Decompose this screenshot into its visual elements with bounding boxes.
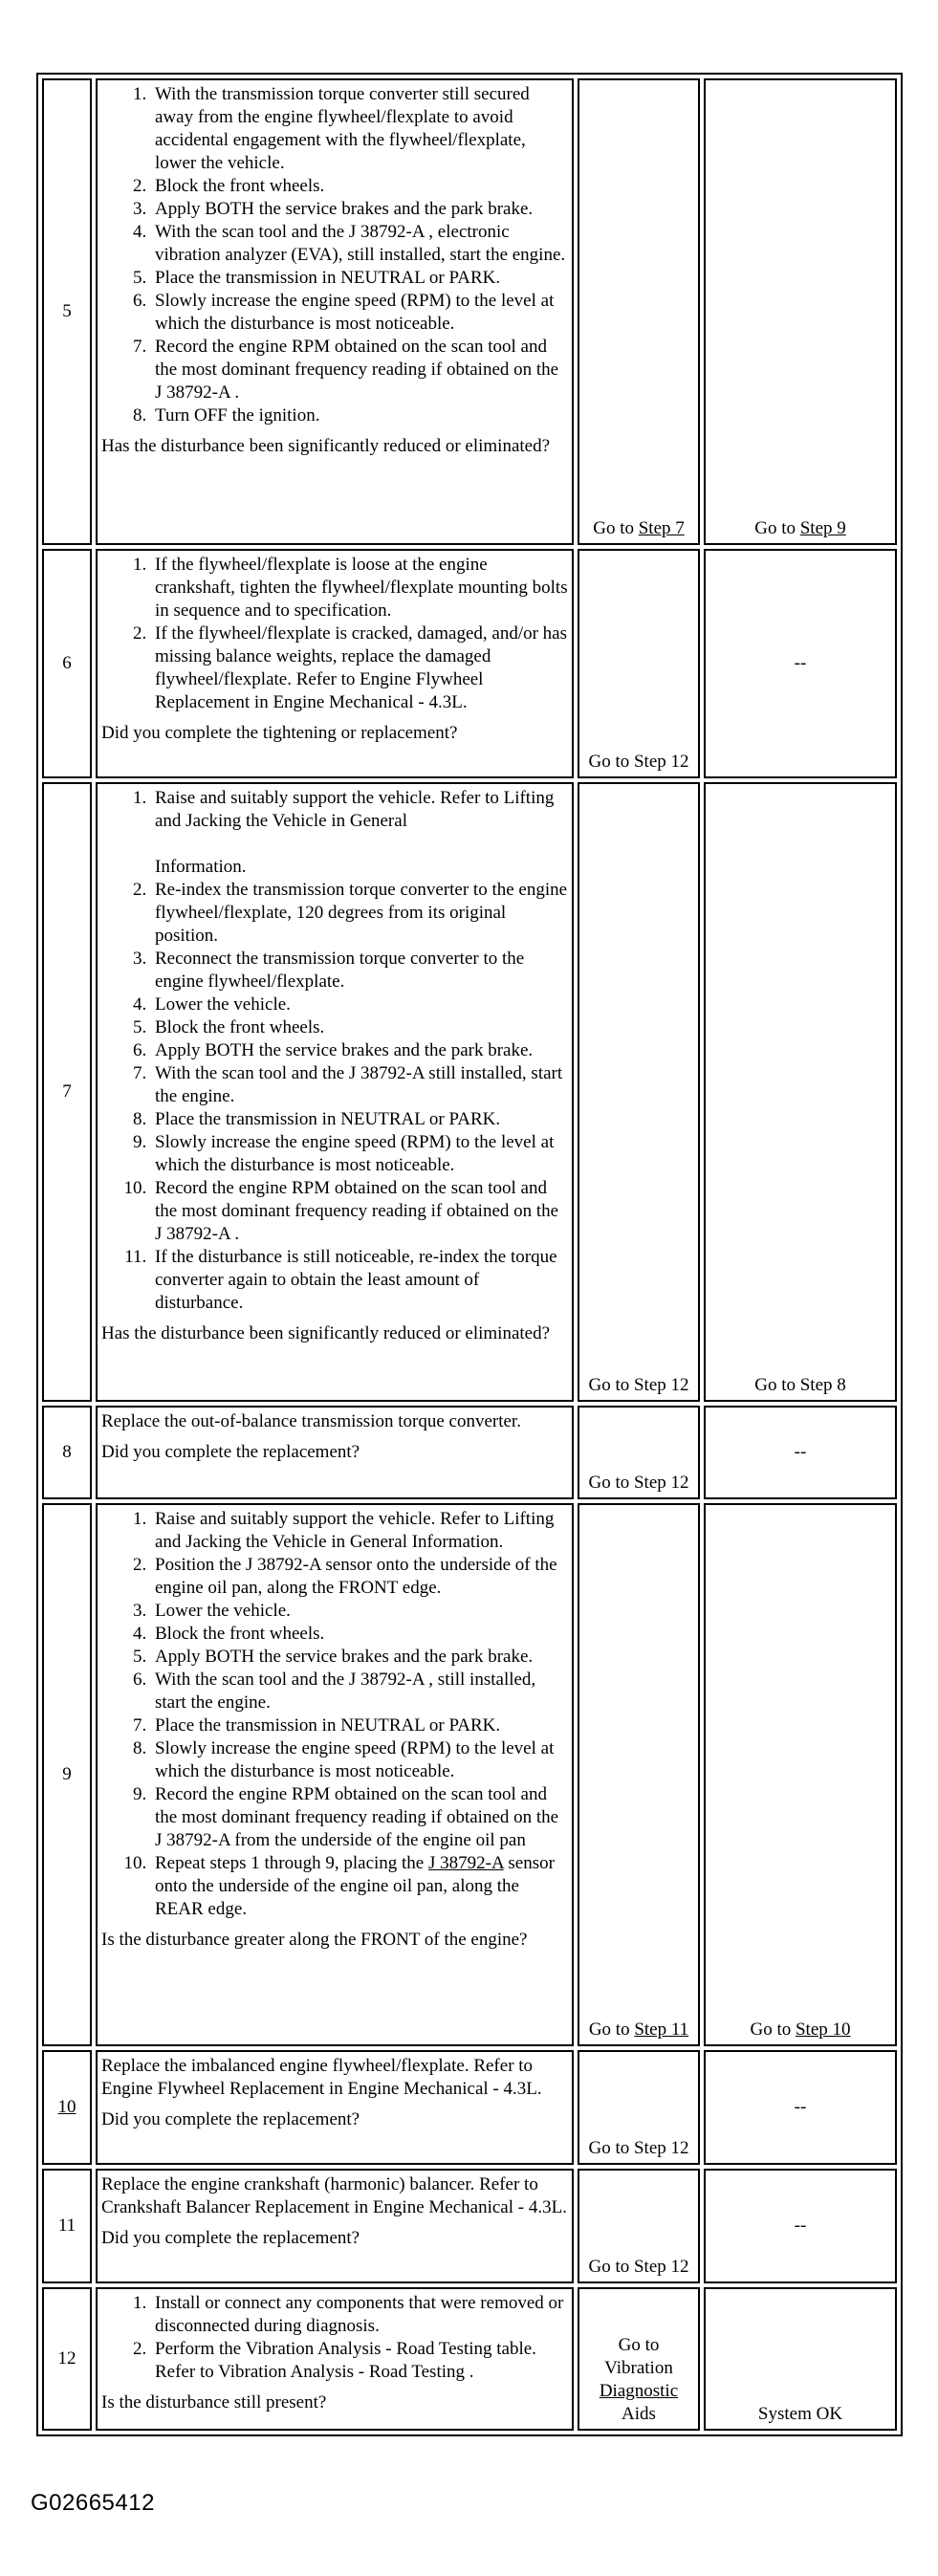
action-cell xyxy=(96,1406,574,1499)
diagnostic-aids-link[interactable]: Diagnostic xyxy=(599,2381,679,2401)
no-prefix: Go to xyxy=(754,518,800,538)
no-cell: -- xyxy=(704,1406,897,1499)
yes-cell xyxy=(578,1503,700,2046)
action-list xyxy=(101,787,568,1315)
list-item: 9. Record the engine RPM obtained on the scan tool and the most dominant frequency reading if obtained on the J 38792-A from the underside of the engine oil pan xyxy=(151,1783,568,1852)
table-row-step-5 xyxy=(42,78,897,545)
action-cell xyxy=(96,782,574,1402)
list-item xyxy=(151,787,568,879)
no-cell xyxy=(704,78,897,545)
question-text: Did you complete the tightening or replacement? xyxy=(101,723,458,743)
list-item-text: Raise and suitably support the vehicle. Refer to Lifting and Jacking the Vehicle in General xyxy=(155,788,555,831)
list-item: 8. Place the transmission in NEUTRAL or PARK. xyxy=(151,1108,568,1131)
table-row-step-7 xyxy=(42,782,897,1402)
table-row-step-10 xyxy=(42,2050,897,2165)
yes-cell xyxy=(578,78,700,545)
action-cell xyxy=(96,549,574,778)
table-row-step-11 xyxy=(42,2169,897,2283)
step-number: 7 xyxy=(42,782,92,1402)
yes-prefix: Go to xyxy=(588,2019,635,2040)
list-item: 8. Slowly increase the engine speed (RPM) to the level at which the disturbance is most noticeable. xyxy=(151,1737,568,1783)
list-item: 4. With the scan tool and the J 38792-A , electronic vibration analyzer (EVA), still installed, start the engine. xyxy=(151,221,568,267)
no-cell xyxy=(704,1503,897,2046)
diagnostic-table-sheet xyxy=(36,73,903,2436)
no-prefix: Go to xyxy=(750,2019,796,2040)
list-item: 8. Turn OFF the ignition. xyxy=(151,404,568,427)
list-item: 2. Perform the Vibration Analysis - Road Testing table. Refer to Vibration Analysis - Road Testing . xyxy=(151,2338,568,2384)
list-item: 10. Record the engine RPM obtained on the scan tool and the most dominant frequency reading if obtained on the J 38792-A . xyxy=(151,1177,568,1246)
no-cell: -- xyxy=(704,2169,897,2283)
list-item: 6. Slowly increase the engine speed (RPM) to the level at which the disturbance is most noticeable. xyxy=(151,290,568,336)
figure-id: G02665412 xyxy=(31,2490,155,2516)
question-text: Did you complete the replacement? xyxy=(101,2109,360,2129)
step-number: 9 xyxy=(42,1503,92,2046)
tool-link[interactable]: J 38792-A xyxy=(428,1853,504,1873)
table-row-step-6 xyxy=(42,549,897,778)
step-link[interactable]: Step 9 xyxy=(799,518,846,538)
action-list xyxy=(101,2292,568,2384)
step-number: 8 xyxy=(42,1406,92,1499)
list-item: 1. Raise and suitably support the vehicle. Refer to Lifting and Jacking the Vehicle in General Information. xyxy=(151,1508,568,1554)
list-item: 7. Place the transmission in NEUTRAL or PARK. xyxy=(151,1714,568,1737)
list-item: 6. With the scan tool and the J 38792-A , still installed, start the engine. xyxy=(151,1669,568,1714)
list-item: 5. Block the front wheels. xyxy=(151,1016,568,1039)
yes-line: Vibration xyxy=(604,2358,673,2378)
yes-cell: Go to Step 12 xyxy=(578,2050,700,2165)
list-item: 5. Place the transmission in NEUTRAL or PARK. xyxy=(151,267,568,290)
list-item: 5. Apply BOTH the service brakes and the park brake. xyxy=(151,1646,568,1669)
list-item xyxy=(151,1852,568,1921)
step-number: 12 xyxy=(42,2287,92,2431)
no-cell: System OK xyxy=(704,2287,897,2431)
step-number[interactable]: 10 xyxy=(42,2050,92,2165)
list-item: 2. Re-index the transmission torque converter to the engine flywheel/flexplate, 120 degrees from its original position. xyxy=(151,879,568,948)
action-text: Replace the out-of-balance transmission torque converter. xyxy=(101,1411,521,1431)
table-row-step-12 xyxy=(42,2287,897,2431)
no-cell: -- xyxy=(704,549,897,778)
yes-cell: Go to Step 12 xyxy=(578,1406,700,1499)
list-item-text-continued: Information. xyxy=(155,857,247,877)
question-text: Has the disturbance been significantly reduced or eliminated? xyxy=(101,1323,551,1343)
question-text: Has the disturbance been significantly reduced or eliminated? xyxy=(101,436,551,456)
diagnostic-table xyxy=(36,73,903,2436)
no-cell: Go to Step 8 xyxy=(704,782,897,1402)
yes-cell: Go to Step 12 xyxy=(578,549,700,778)
list-item: 9. Slowly increase the engine speed (RPM) to the level at which the disturbance is most noticeable. xyxy=(151,1131,568,1177)
table-row-step-9 xyxy=(42,1503,897,2046)
action-cell xyxy=(96,2050,574,2165)
table-row-step-8 xyxy=(42,1406,897,1499)
list-item: 3. Lower the vehicle. xyxy=(151,1600,568,1623)
question-text: Is the disturbance greater along the FRONT of the engine? xyxy=(101,1930,528,1950)
list-item: 2. Position the J 38792-A sensor onto the underside of the engine oil pan, along the FRONT edge. xyxy=(151,1554,568,1600)
step-link[interactable]: Step 7 xyxy=(638,518,685,538)
step-number: 11 xyxy=(42,2169,92,2283)
step-number: 6 xyxy=(42,549,92,778)
step-link[interactable]: Step 10 xyxy=(795,2019,851,2040)
question-text: Did you complete the replacement? xyxy=(101,2228,360,2248)
list-item: 1. If the flywheel/flexplate is loose at the engine crankshaft, tighten the flywheel/flexplate mounting bolts in sequence and to specification. xyxy=(151,554,568,622)
list-item: 3. Apply BOTH the service brakes and the park brake. xyxy=(151,198,568,221)
action-cell xyxy=(96,2169,574,2283)
action-text: Replace the imbalanced engine flywheel/flexplate. Refer to Engine Flywheel Replacement in Engine Mechanical - 4.3L. xyxy=(101,2056,542,2099)
action-text: Replace the engine crankshaft (harmonic) balancer. Refer to Crankshaft Balancer Replacement in Engine Mechanical - 4.3L. xyxy=(101,2174,567,2217)
action-list xyxy=(101,83,568,427)
list-item: 4. Block the front wheels. xyxy=(151,1623,568,1646)
list-item: 6. Apply BOTH the service brakes and the park brake. xyxy=(151,1039,568,1062)
list-item: 4. Lower the vehicle. xyxy=(151,993,568,1016)
yes-cell xyxy=(578,2287,700,2431)
list-item: 7. With the scan tool and the J 38792-A still installed, start the engine. xyxy=(151,1062,568,1108)
list-item: 7. Record the engine RPM obtained on the scan tool and the most dominant frequency reading if obtained on the J 38792-A . xyxy=(151,336,568,404)
no-cell: -- xyxy=(704,2050,897,2165)
question-text: Is the disturbance still present? xyxy=(101,2392,327,2412)
list-item: 2. Block the front wheels. xyxy=(151,175,568,198)
action-list xyxy=(101,554,568,714)
yes-line: Go to xyxy=(618,2335,660,2355)
action-cell xyxy=(96,1503,574,2046)
action-list xyxy=(101,1508,568,1921)
list-item: 3. Reconnect the transmission torque converter to the engine flywheel/flexplate. xyxy=(151,948,568,993)
question-text: Did you complete the replacement? xyxy=(101,1442,360,1462)
list-item: 1. With the transmission torque converter still secured away from the engine flywheel/flexplate to avoid accidental engagement with the flywheel/flexplate, lower the vehicle. xyxy=(151,83,568,175)
list-item: 2. If the flywheel/flexplate is cracked, damaged, and/or has missing balance weights, replace the damaged flywheel/flexplate. Refer to Engine Flywheel Replacement in Engine Mechanical - 4.3L. xyxy=(151,622,568,714)
list-item-text: Repeat steps 1 through 9, placing the xyxy=(155,1853,428,1873)
yes-line: Aids xyxy=(622,2404,656,2424)
yes-prefix: Go to xyxy=(593,518,639,538)
list-item-text: sensor onto the underside of the engine oil pan, along the REAR edge. xyxy=(155,1853,555,1919)
step-number: 5 xyxy=(42,78,92,545)
step-link[interactable]: Step 11 xyxy=(634,2019,689,2040)
yes-cell: Go to Step 12 xyxy=(578,2169,700,2283)
action-cell xyxy=(96,2287,574,2431)
list-item: 11. If the disturbance is still noticeable, re-index the torque converter again to obtain the least amount of disturbance. xyxy=(151,1246,568,1315)
list-item: 1. Install or connect any components that were removed or disconnected during diagnosis. xyxy=(151,2292,568,2338)
action-cell xyxy=(96,78,574,545)
yes-cell: Go to Step 12 xyxy=(578,782,700,1402)
